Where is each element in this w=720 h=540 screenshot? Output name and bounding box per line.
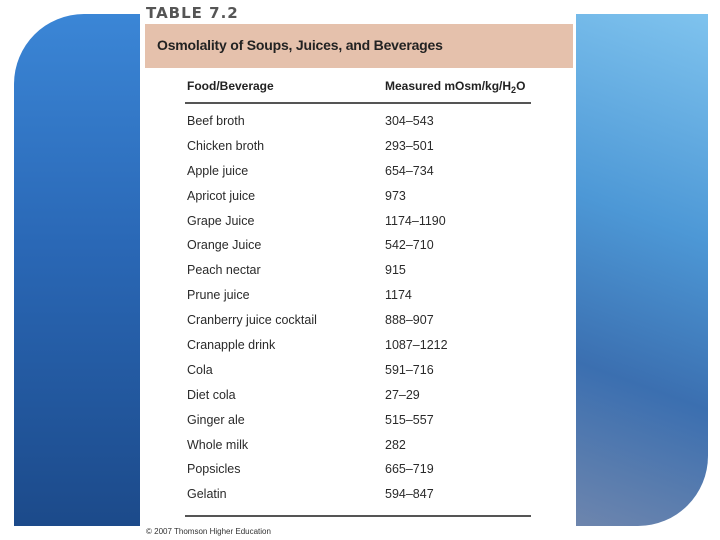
table-header — [185, 76, 531, 104]
table-row — [185, 161, 531, 186]
table-row — [185, 211, 531, 236]
table-row — [185, 285, 531, 310]
row-osmolality: 654–734 — [385, 163, 434, 178]
table-row — [185, 260, 531, 285]
row-osmolality: 915 — [385, 263, 406, 278]
row-osmolality: 542–710 — [385, 238, 434, 253]
row-food: Cranberry juice cocktail — [187, 313, 317, 328]
row-osmolality: 665–719 — [385, 462, 434, 477]
row-food: Peach nectar — [187, 263, 261, 278]
row-food: Popsicles — [187, 462, 241, 477]
row-food: Beef broth — [187, 114, 245, 128]
row-food: Whole milk — [187, 437, 249, 452]
table-row — [185, 360, 531, 385]
row-food: Prune juice — [187, 288, 250, 303]
row-food: Apricot juice — [187, 188, 256, 203]
table-row — [185, 335, 531, 360]
header-measured-main: Measured mOsm/kg/H — [385, 79, 512, 93]
row-osmolality: 27–29 — [385, 387, 420, 402]
table-number: TABLE 7.2 — [146, 4, 239, 22]
row-food: Gelatin — [187, 487, 227, 502]
table-row — [185, 459, 531, 484]
row-osmolality: 594–847 — [385, 487, 434, 502]
header-measured-subscript: 2 — [511, 85, 517, 95]
row-osmolality: 591–716 — [385, 362, 434, 377]
row-food: Ginger ale — [187, 412, 245, 427]
table-row — [185, 435, 531, 460]
table-title: Osmolality of Soups, Juices, and Beverages — [157, 37, 443, 53]
row-osmolality: 888–907 — [385, 313, 434, 328]
title-band — [145, 24, 573, 68]
copyright-notice: © 2007 Thomson Higher Education — [146, 527, 271, 536]
background-decoration-right — [560, 14, 708, 526]
row-food: Cola — [187, 362, 213, 377]
row-food: Orange Juice — [187, 238, 262, 253]
row-osmolality: 304–543 — [385, 114, 434, 128]
table-row — [185, 136, 531, 161]
row-osmolality: 1087–1212 — [385, 338, 448, 353]
table-row — [185, 484, 531, 509]
table-row — [185, 385, 531, 410]
row-osmolality: 1174–1190 — [385, 213, 446, 228]
table-row — [185, 186, 531, 211]
row-osmolality: 282 — [385, 437, 406, 452]
header-food-beverage: Food/Beverage — [187, 79, 274, 93]
row-food: Diet cola — [187, 387, 236, 402]
table-row — [185, 235, 531, 260]
table-row — [185, 310, 531, 335]
row-osmolality: 1174 — [385, 288, 412, 303]
row-osmolality: 973 — [385, 188, 406, 203]
table-row — [185, 410, 531, 435]
header-measured — [385, 79, 525, 93]
table-body — [185, 111, 531, 509]
header-measured-tail: O — [516, 79, 526, 93]
row-osmolality: 293–501 — [385, 138, 434, 153]
table-slide — [140, 0, 576, 540]
row-osmolality: 515–557 — [385, 412, 434, 427]
row-food: Chicken broth — [187, 138, 265, 153]
table-bottom-rule — [185, 515, 531, 517]
row-food: Cranapple drink — [187, 338, 276, 353]
table-row — [185, 111, 531, 136]
row-food: Grape Juice — [187, 213, 255, 228]
row-food: Apple juice — [187, 163, 249, 178]
